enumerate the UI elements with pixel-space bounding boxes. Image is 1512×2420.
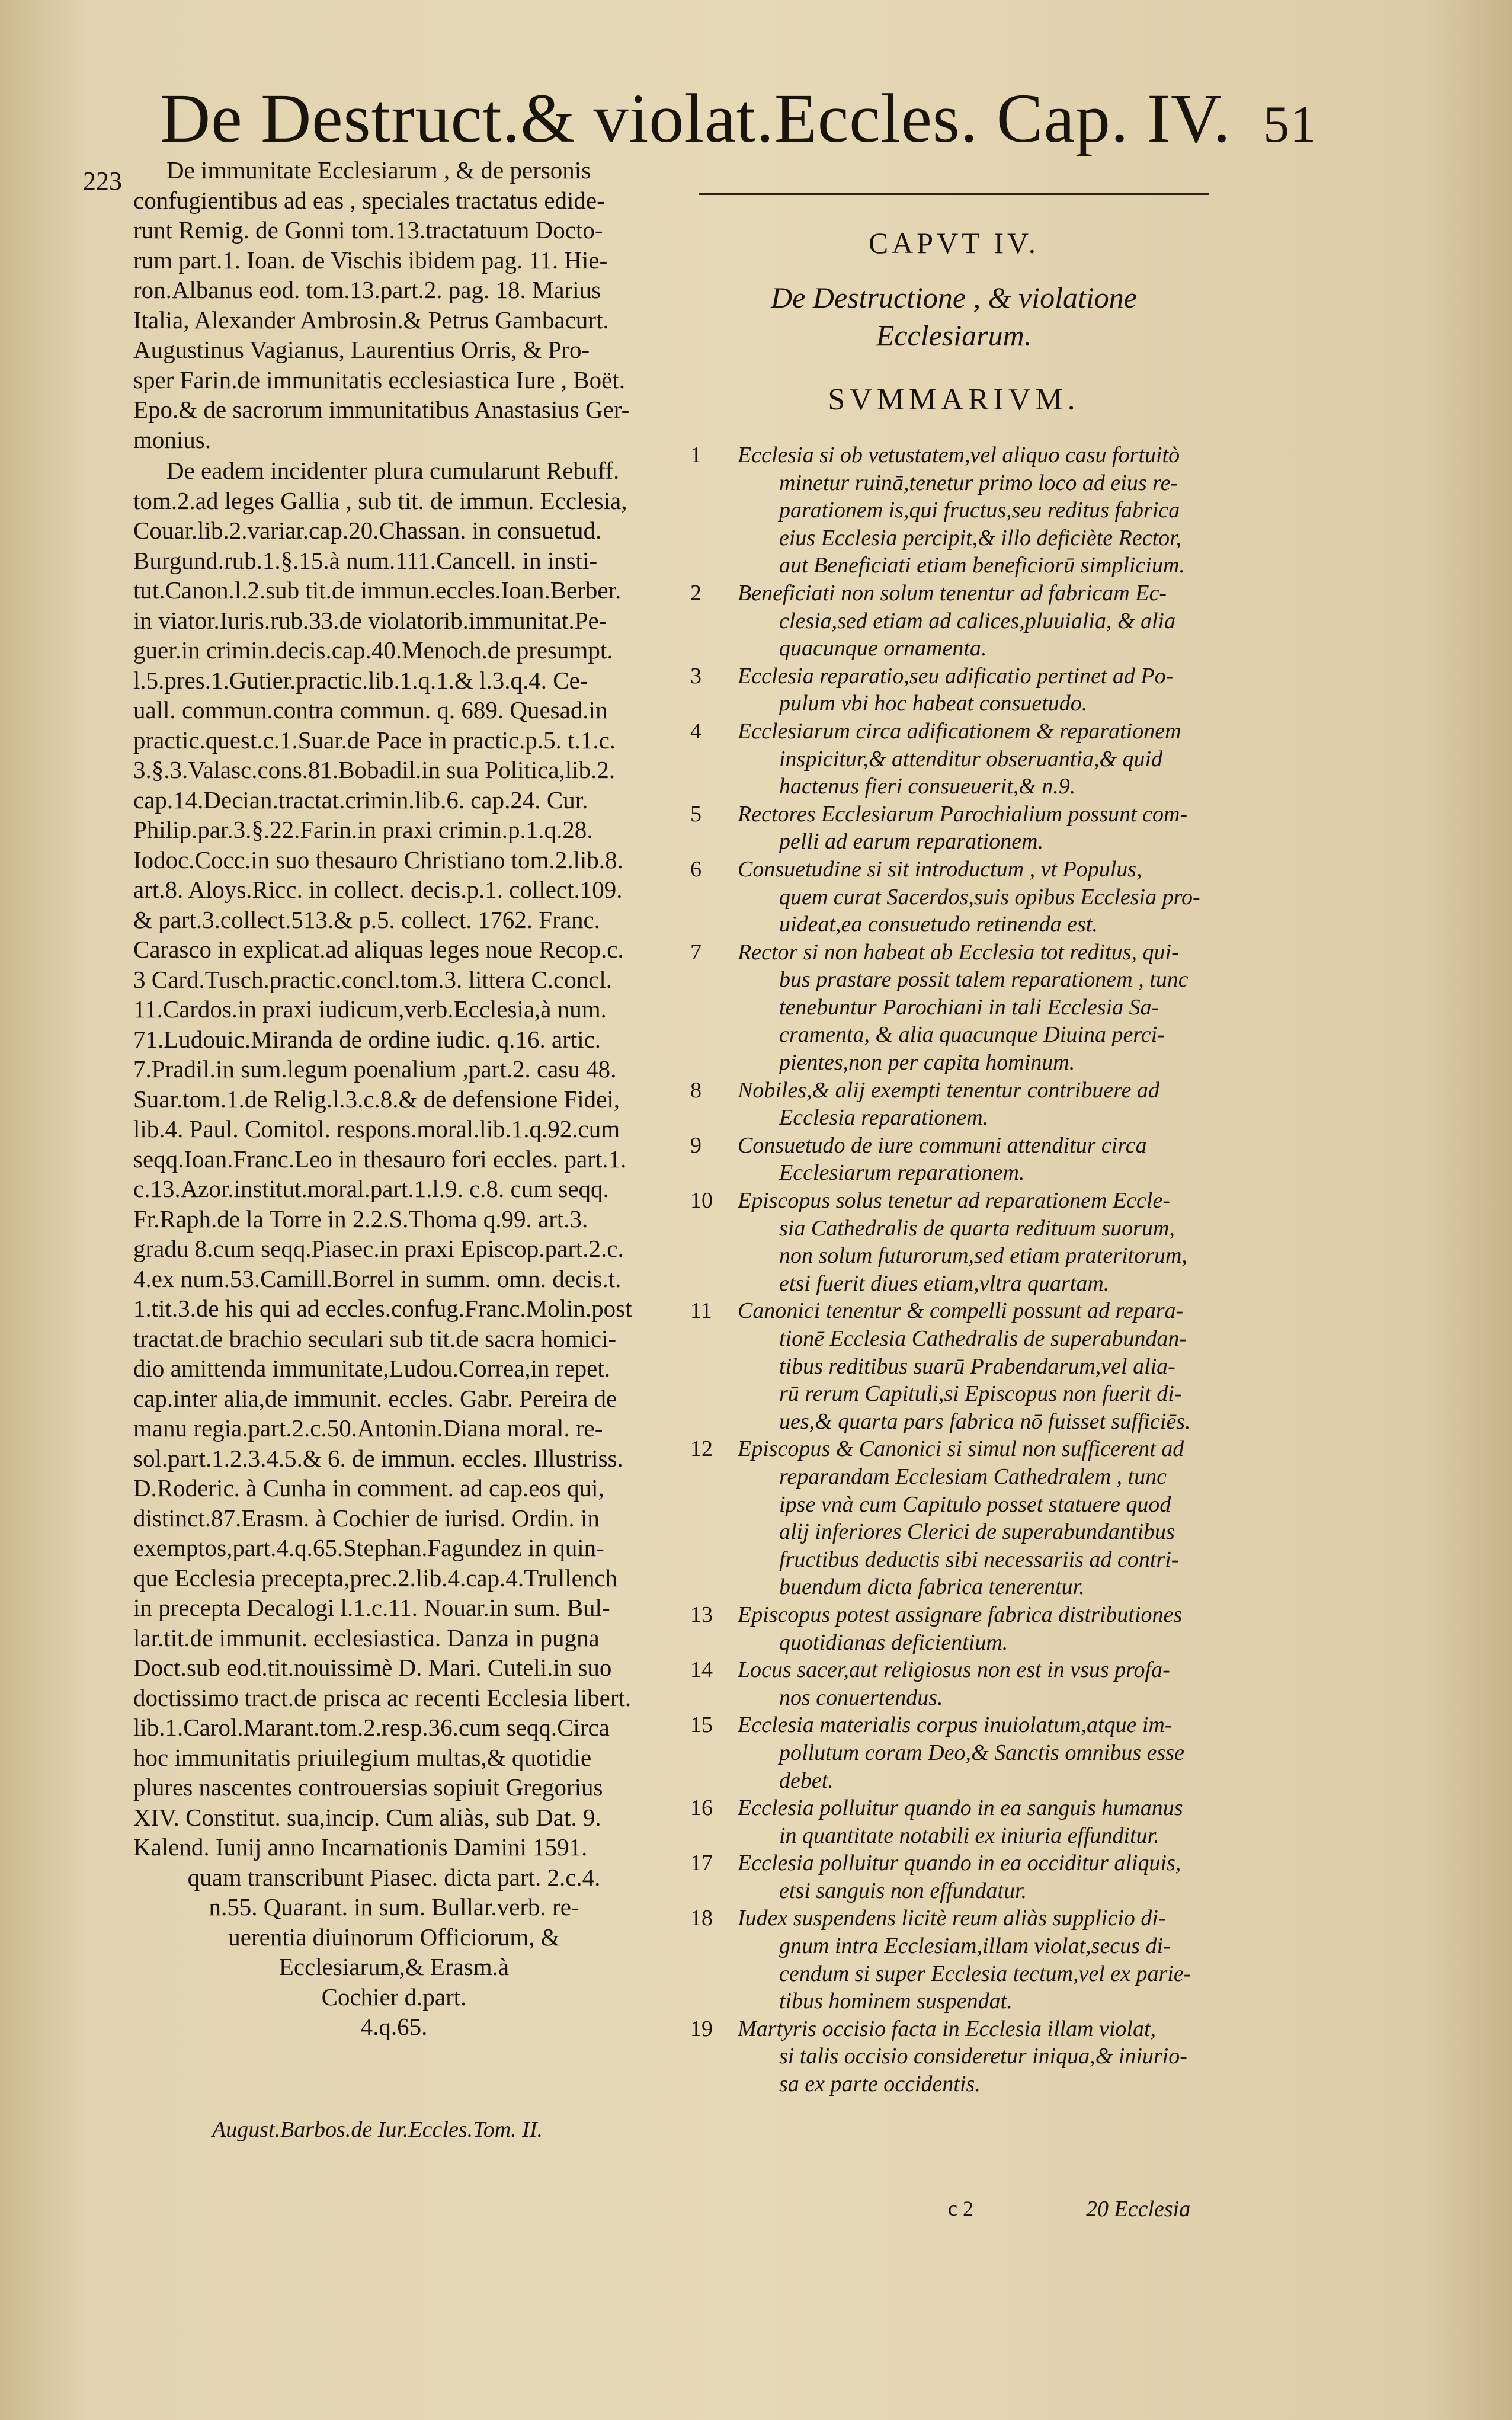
summary-item-line: eius Ecclesia percipit,& illo deficiète Rector, <box>779 525 1182 550</box>
text-line: Doct.sub eod.tit.nouissimè D. Mari. Cuteli.in suo <box>133 1654 612 1681</box>
summary-item-number: 1 <box>690 443 701 468</box>
summary-item-line: Iudex suspendens licitè reum aliàs supplicio di- <box>738 1906 1166 1931</box>
summary-item-number: 7 <box>690 939 701 965</box>
summary-item-text <box>738 1077 1212 1132</box>
page-number: 51 <box>1263 96 1317 153</box>
summary-item <box>690 1904 1212 2015</box>
summary-item-line: gnum intra Ecclesiam,illam violat,secus di- <box>779 1934 1171 1959</box>
summary-item-line: hactenus fieri consueuerit,& n.9. <box>779 774 1076 799</box>
summary-item-line: Ecclesiarum circa adificationem & reparationem <box>738 718 1181 744</box>
summary-item <box>690 1601 1212 1656</box>
text-line: 3 Card.Tusch.practic.concl.tom.3. littera C.concl. <box>133 965 613 993</box>
text-line: l.5.pres.1.Gutier.practic.lib.1.q.1.& l.3.q.4. Ce- <box>133 666 588 694</box>
text-line: Philip.par.3.§.22.Farin.in praxi crimin.p.1.q.28. <box>133 816 593 843</box>
summary-item-number: 3 <box>690 663 701 689</box>
summary-item-number: 6 <box>690 856 701 882</box>
summary-item-line: tibus hominem suspendat. <box>779 1989 1013 2014</box>
summary-item-line: sa ex parte occidentis. <box>779 2072 981 2097</box>
summary-item-line: aut Beneficiati etiam beneficiorū simplicium. <box>779 553 1185 578</box>
summary-item-line: pollutum coram Deo,& Sanctis omnibus esse <box>779 1740 1184 1765</box>
summary-item-line: Canonici tenentur & compelli possunt ad repara- <box>738 1298 1184 1324</box>
text-line: art.8. Aloys.Ricc. in collect. decis.p.1. collect.109. <box>133 876 623 903</box>
text-line: guer.in crimin.decis.cap.40.Menoch.de presumpt. <box>133 636 613 664</box>
summary-item <box>690 580 1212 662</box>
text-line: Carasco in explicat.ad aliquas leges noue Recop.c. <box>133 936 624 963</box>
summary-item-text <box>738 1297 1212 1435</box>
summary-item-line: Ecclesia materialis corpus inuiolatum,atque im- <box>738 1712 1173 1738</box>
summary-item-number: 13 <box>690 1602 713 1627</box>
summary-item-line: Consuetudo de iure communi attenditur circa <box>738 1132 1147 1158</box>
summary-item-number: 12 <box>690 1436 713 1462</box>
summary-item-line: bus prastare possit talem reparationem , tunc <box>779 967 1189 993</box>
text-line: uerentia diuinorum Officiorum, & <box>228 1923 560 1951</box>
summary-item-number: 9 <box>690 1132 701 1158</box>
summary-item-number: 17 <box>690 1851 713 1876</box>
summary-item-number: 15 <box>690 1712 713 1738</box>
summary-item <box>690 1435 1212 1601</box>
text-line: in precepta Decalogi l.1.c.11. Nouar.in sum. Bul- <box>133 1594 610 1621</box>
summary-item-line: fructibus deductis sibi necessariis ad contri- <box>779 1547 1179 1572</box>
summary-item-text <box>738 441 1212 580</box>
summary-item-text <box>738 1711 1212 1794</box>
text-line: lib.4. Paul. Comitol. respons.moral.lib.1.q.92.cum <box>133 1115 620 1142</box>
summary-item-line: rū rerum Capituli,si Episcopus non fuerit di- <box>779 1381 1182 1407</box>
text-line: Fr.Raph.de la Torre in 2.2.S.Thoma q.99. art.3. <box>133 1205 588 1233</box>
summary-item-number: 14 <box>690 1657 713 1683</box>
summary-item <box>690 1711 1212 1794</box>
summary-item-text <box>738 662 1212 718</box>
summary-item-line: tenebuntur Parochiani in tali Ecclesia Sa- <box>779 994 1159 1020</box>
text-line: runt Remig. de Gonni tom.13.tractatuum Docto- <box>133 216 603 244</box>
summary-item-line: Rectores Ecclesiarum Parochialium possunt com- <box>738 801 1188 827</box>
summary-item <box>690 1656 1212 1711</box>
text-line: tom.2.ad leges Gallia , sub tit. de immun. Ecclesia, <box>133 486 627 514</box>
text-line: quam transcribunt Piasec. dicta part. 2.c.4. <box>187 1863 601 1891</box>
running-header <box>160 71 1317 166</box>
summary-item-line: etsi sanguis non effundatur. <box>779 1878 1027 1903</box>
text-line: ron.Albanus eod. tom.13.part.2. pag. 18. Marius <box>133 276 601 303</box>
chapter-subtitle-line-1: De Destructione , & violatione <box>771 281 1137 314</box>
margin-number: 223 <box>83 167 122 196</box>
summary-item-text <box>738 801 1212 856</box>
text-line: confugientibus ad eas , speciales tractatus edide- <box>133 186 605 214</box>
summary-item <box>690 2015 1212 2098</box>
summary-item-line: alij inferiores Clerici de superabundantibus <box>779 1519 1175 1545</box>
summary-item-number: 11 <box>690 1298 712 1324</box>
text-line: 7.Pradil.in sum.legum poenalium ,part.2. casu 48. <box>133 1055 617 1083</box>
left-column <box>133 155 655 2042</box>
text-line: dio amittenda immunitate,Ludou.Correa,in repet. <box>133 1355 610 1382</box>
summary-item-line: uideat,ea consuetudo retinenda est. <box>779 912 1098 937</box>
summary-item-line: sia Cathedralis de quarta redituum suorum, <box>779 1215 1175 1241</box>
text-line: Burgund.rub.1.§.15.à num.111.Cancell. in insti- <box>133 546 598 574</box>
summary-item-line: debet. <box>779 1768 834 1793</box>
text-line: Cochier d.part. <box>321 1983 467 2011</box>
text-line: 3.§.3.Valasc.cons.81.Bobadil.in sua Politica,lib.2. <box>133 756 616 783</box>
text-line: XIV. Constitut. sua,incip. Cum aliàs, sub Dat. 9. <box>133 1803 601 1831</box>
summary-item-line: tibus reditibus suarū Prabendarum,vel alia- <box>779 1353 1175 1379</box>
summary-item-text <box>738 1132 1212 1187</box>
summary-item-line: quem curat Sacerdos,suis opibus Ecclesia pro- <box>779 884 1200 910</box>
summary-item-line: buendum dicta fabrica tenerentur. <box>779 1574 1085 1600</box>
summary-item <box>690 1187 1212 1297</box>
summary-item-text <box>738 1435 1212 1601</box>
text-line: hoc immunitatis priuilegium multas,& quotidie <box>133 1743 592 1771</box>
catchword: 20 Ecclesia <box>1086 2197 1191 2221</box>
text-line: distinct.87.Erasm. à Cochier de iurisd. Ordin. in <box>133 1504 600 1532</box>
summary-item-line: Ecclesia reparatio,seu adificatio pertinet ad Po- <box>738 663 1174 689</box>
summary-item-line: Consuetudine si sit introductum , vt Populus, <box>738 856 1142 882</box>
text-line: 71.Ludouic.Miranda de ordine iudic. q.16. artic. <box>133 1025 601 1053</box>
summary-item <box>690 1077 1212 1132</box>
summary-item-text <box>738 718 1212 801</box>
summary-item-line: Beneficiati non solum tenentur ad fabricam Ec- <box>738 580 1167 606</box>
text-line: D.Roderic. à Cunha in comment. ad cap.eos qui, <box>133 1474 604 1502</box>
text-line: Italia, Alexander Ambrosin.& Petrus Gambacurt. <box>133 306 609 334</box>
summary-item-line: ipse vnà cum Capitulo posset statuere quod <box>779 1491 1171 1517</box>
chapter-subtitle <box>699 279 1209 354</box>
chapter-subtitle-line-2: Ecclesiarum. <box>876 319 1032 352</box>
text-line: cap.inter alia,de immunit. eccles. Gabr. Pereira de <box>133 1384 617 1412</box>
summary-item-line: Ecclesiarum reparationem. <box>779 1160 1025 1186</box>
summary-item-line: quacunque ornamenta. <box>779 636 987 661</box>
text-line: monius. <box>133 425 211 453</box>
summary-item-number: 2 <box>690 580 701 606</box>
text-line: gradu 8.cum seqq.Piasec.in praxi Episcop.part.2.c. <box>133 1235 624 1262</box>
summary-item <box>690 1849 1212 1904</box>
summary-item-line: Ecclesia polluitur quando in ea sanguis humanus <box>738 1795 1183 1821</box>
text-line: in viator.Iuris.rub.33.de violatorib.immunitat.Pe- <box>133 606 607 634</box>
summary-list <box>690 441 1212 2098</box>
summary-item-line: minetur ruinā,tenetur primo loco ad eius re- <box>779 470 1178 495</box>
text-line: De immunitate Ecclesiarum , & de personis <box>166 156 591 184</box>
summary-item-line: cendum si super Ecclesia tectum,vel ex parie- <box>779 1961 1191 1986</box>
text-line: seqq.Ioan.Franc.Leo in thesauro fori eccles. part.1. <box>133 1145 627 1173</box>
text-line: lib.1.Carol.Marant.tom.2.resp.36.cum seqq.Circa <box>133 1714 610 1741</box>
paragraph-tail <box>133 1862 655 2042</box>
summary-item-line: inspicitur,& attenditur obseruantia,& quid <box>779 746 1163 772</box>
chapter-heading: CAPVT IV. <box>868 226 1040 260</box>
summary-item-line: Locus sacer,aut religiosus non est in vsus profa- <box>738 1657 1170 1683</box>
summary-item-line: Ecclesia polluitur quando in ea occiditur aliquis, <box>738 1851 1181 1876</box>
summary-item-text <box>738 580 1212 662</box>
text-line: 1.tit.3.de his qui ad eccles.confug.Franc.Molin.post <box>133 1295 632 1322</box>
text-line: tractat.de brachio seculari sub tit.de sacra homici- <box>133 1324 617 1352</box>
text-line: Augustinus Vagianus, Laurentius Orris, & Pro- <box>133 336 590 363</box>
summary-item-number: 4 <box>690 718 701 744</box>
summary-item-line: si talis occisio consideretur iniqua,& iniurio- <box>779 2044 1187 2069</box>
summary-item-number: 16 <box>690 1795 713 1821</box>
text-line: practic.quest.c.1.Suar.de Pace in practic.p.5. t.1.c. <box>133 726 616 754</box>
summary-item-line: Martyris occisio facta in Ecclesia illam violat, <box>738 2016 1157 2041</box>
summary-item-text <box>738 856 1212 939</box>
summary-item-line: in quantitate notabili ex iniuria effunditur. <box>779 1823 1159 1848</box>
summary-item <box>690 856 1212 939</box>
summary-item-text <box>738 2015 1212 2098</box>
summary-item-line: nos conuertendus. <box>779 1685 943 1710</box>
text-line: uall. commun.contra commun. q. 689. Quesad.in <box>133 696 608 724</box>
summary-item <box>690 1297 1212 1435</box>
text-line: & part.3.collect.513.& p.5. collect. 1762. Franc. <box>133 905 600 933</box>
summary-item-line: reparandam Ecclesiam Cathedralem , tunc <box>779 1464 1167 1489</box>
summary-item-line: quotidianas deficientium. <box>779 1630 1008 1655</box>
summary-item-line: Episcopus solus tenetur ad reparationem Eccle- <box>738 1188 1170 1214</box>
paragraph-2 <box>133 456 655 1862</box>
text-line: sol.part.1.2.3.4.5.& 6. de immun. eccles. Illustriss. <box>133 1444 623 1472</box>
summary-item-line: tionē Ecclesia Cathedralis de superabundan- <box>779 1326 1187 1351</box>
summarium-heading: SVMMARIVM. <box>828 383 1080 417</box>
text-line: tut.Canon.l.2.sub tit.de immun.eccles.Ioan.Berber. <box>133 577 622 604</box>
signature-mark: c 2 <box>948 2197 973 2220</box>
text-line: c.13.Azor.institut.moral.part.1.l.9. c.8. cum seqq. <box>133 1175 609 1202</box>
text-line: que Ecclesia precepta,prec.2.lib.4.cap.4.Trullench <box>133 1564 618 1592</box>
text-line: sper Farin.de immunitatis ecclesiastica Iure , Boët. <box>133 366 625 393</box>
summary-item-text <box>738 1601 1212 1656</box>
running-title: De Destruct.& violat.Eccles. Cap. IV. <box>160 79 1231 157</box>
summary-item-number: 5 <box>690 801 701 827</box>
text-line: Iodoc.Cocc.in suo thesauro Christiano tom.2.lib.8. <box>133 846 623 873</box>
summary-item-line: non solum futurorum,sed etiam prateritorum, <box>779 1243 1187 1269</box>
text-line: exemptos,part.4.q.65.Stephan.Fagundez in quin- <box>133 1534 604 1561</box>
summary-item-line: parationem is,qui fructus,seu reditus fabrica <box>779 498 1180 523</box>
summary-item <box>690 1794 1212 1849</box>
text-line: n.55. Quarant. in sum. Bullar.verb. re- <box>209 1893 579 1920</box>
text-line: lar.tit.de immunit. ecclesiastica. Danza in pugna <box>133 1624 600 1651</box>
text-line: De eadem incidenter plura cumularunt Rebuff. <box>166 457 620 484</box>
text-line: Ecclesiarum,& Erasm.à <box>278 1953 510 1980</box>
text-line: 11.Cardos.in praxi iudicum,verb.Ecclesia,à num. <box>133 995 607 1023</box>
text-line: Epo.& de sacrorum immunitatibus Anastasius Ger- <box>133 396 630 423</box>
summary-item-number: 18 <box>690 1906 713 1931</box>
summary-item-number: 10 <box>690 1188 713 1214</box>
summary-item-line: clesia,sed etiam ad calices,pluuialia, & alia <box>779 608 1176 633</box>
text-line: Suar.tom.1.de Relig.l.3.c.8.& de defensione Fidei, <box>133 1085 620 1113</box>
text-line: Kalend. Iunij anno Incarnationis Damini 1591. <box>133 1833 588 1861</box>
summary-item-text <box>738 1187 1212 1297</box>
summary-item-line: pelli ad earum reparationem. <box>779 829 1044 854</box>
summary-item <box>690 441 1212 580</box>
heading-rule <box>699 193 1209 195</box>
imprint-line: August.Barbos.de Iur.Eccles.Tom. II. <box>212 2117 543 2142</box>
summary-item-text <box>738 1794 1212 1849</box>
summary-item <box>690 939 1212 1077</box>
paragraph-1 <box>133 155 655 454</box>
text-line: manu regia.part.2.c.50.Antonin.Diana moral. re- <box>133 1414 603 1442</box>
summary-item-line: Ecclesia si ob vetustatem,vel aliquo casu fortuitò <box>738 443 1180 468</box>
text-line: plures nascentes controuersias sopiuit Gregorius <box>133 1774 603 1801</box>
summary-item-line: pulum vbi hoc habeat consuetudo. <box>779 691 1088 716</box>
summary-item <box>690 662 1212 718</box>
summary-item-line: pientes,non per capita hominum. <box>779 1050 1075 1075</box>
summary-item-text <box>738 1656 1212 1711</box>
summary-item-line: cramenta, & alia quacunque Diuina perci- <box>779 1022 1165 1048</box>
text-line: 4.ex num.53.Camill.Borrel in summ. omn. decis.t. <box>133 1265 622 1292</box>
summary-item <box>690 718 1212 801</box>
text-line: cap.14.Decian.tractat.crimin.lib.6. cap.24. Cur. <box>133 786 588 814</box>
summary-item-number: 19 <box>690 2016 713 2041</box>
summary-item-text <box>738 939 1212 1077</box>
summary-item-line: Episcopus & Canonici si simul non sufficerent ad <box>738 1436 1184 1462</box>
summary-item <box>690 1132 1212 1187</box>
summary-item-line: Rector si non habeat ab Ecclesia tot reditus, qui- <box>738 939 1179 965</box>
text-line: doctissimo tract.de prisca ac recenti Ecclesia libert. <box>133 1683 632 1711</box>
summary-item-line: Ecclesia reparationem. <box>779 1105 989 1131</box>
text-line: Couar.lib.2.variar.cap.20.Chassan. in consuetud. <box>133 517 602 544</box>
summary-item-text <box>738 1849 1212 1904</box>
summary-item-number: 8 <box>690 1077 701 1103</box>
text-line: 4.q.65. <box>360 2013 428 2040</box>
text-line: rum part.1. Ioan. de Vischis ibidem pag. 11. Hie- <box>133 246 608 274</box>
summary-item-line: Episcopus potest assignare fabrica distributiones <box>738 1602 1183 1627</box>
summary-item-line: Nobiles,& alij exempti tenentur contribuere ad <box>738 1077 1160 1103</box>
summary-item-line: etsi fuerit diues etiam,vltra quartam. <box>779 1270 1110 1296</box>
summary-item <box>690 801 1212 856</box>
summary-item-text <box>738 1904 1212 2015</box>
summary-item-line: ues,& quarta pars fabrica nō fuisset sufficiēs. <box>779 1409 1191 1434</box>
